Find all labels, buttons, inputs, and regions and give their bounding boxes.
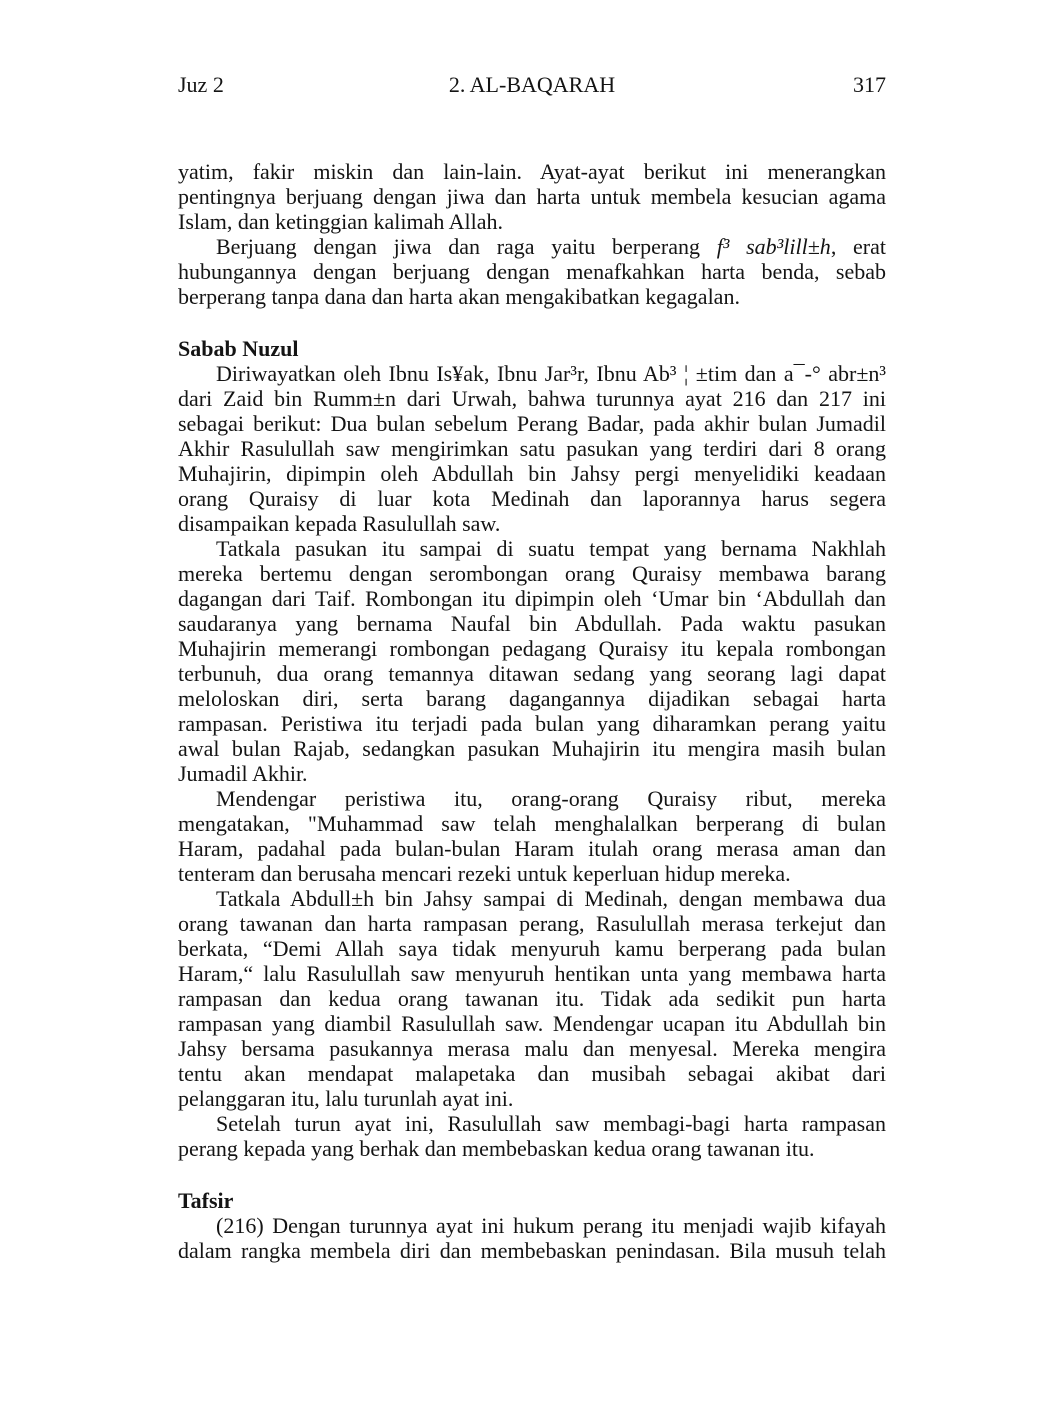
- body-text-line: hubungannya dengan berjuang dengan menafkahkan harta benda, sebab: [178, 259, 886, 284]
- body-text-line: rampasan yang diambil Rasulullah saw. Mendengar ucapan itu Abdullah bin: [178, 1011, 886, 1036]
- body-text-line: sebagai berikut: Dua bulan sebelum Perang Badar, pada akhir bulan Jumadil: [178, 411, 886, 436]
- body-text-line: Muhajirin, dipimpin oleh Abdullah bin Jahsy pergi menyelidiki keadaan: [178, 461, 886, 486]
- running-header-surah: 2. AL-BAQARAH: [448, 72, 616, 97]
- page-body: [178, 159, 886, 1263]
- body-text-line: dalam rangka membela diri dan membebaskan penindasan. Bila musuh telah: [178, 1238, 886, 1263]
- body-text-line: tenteram dan berusaha mencari rezeki untuk keperluan hidup mereka.: [178, 861, 791, 886]
- body-text-line: Mendengar peristiwa itu, orang-orang Quraisy ribut, mereka: [216, 786, 886, 811]
- body-text-line: berperang tanpa dana dan harta akan mengakibatkan kegagalan.: [178, 284, 740, 309]
- body-text-line: Jahsy bersama pasukannya merasa malu dan menyesal. Mereka mengira: [178, 1036, 886, 1061]
- body-text-line: tentu akan mendapat malapetaka dan musibah sebagai akibat dari: [178, 1061, 886, 1086]
- sabab-nuzul-section: [178, 336, 886, 1161]
- body-text-line: mengatakan, "Muhammad saw telah menghalalkan berperang di bulan: [178, 811, 886, 836]
- body-text-line: Islam, dan ketinggian kalimah Allah.: [178, 209, 504, 234]
- paragraph: [178, 234, 886, 309]
- paragraph: [178, 886, 886, 1111]
- body-text-line: Akhir Rasulullah saw mengirimkan satu pasukan yang terdiri dari 8 orang: [178, 436, 886, 461]
- body-text-line: Jumadil Akhir.: [178, 761, 308, 786]
- paragraph: [178, 786, 886, 886]
- body-text-line: awal bulan Rajab, sedangkan pasukan Muhajirin itu mengira masih bulan: [178, 736, 886, 761]
- body-text-line: perang kepada yang berhak dan membebaskan kedua orang tawanan itu.: [178, 1136, 815, 1161]
- section-heading: Sabab Nuzul: [178, 336, 299, 361]
- body-text-line: rampasan. Peristiwa itu terjadi pada bulan yang diharamkan perang yaitu: [178, 711, 886, 736]
- body-text-line: disampaikan kepada Rasulullah saw.: [178, 511, 501, 536]
- body-text-line: Muhajirin memerangi rombongan pedagang Quraisy itu kepala rombongan: [178, 636, 886, 661]
- body-text-line: yatim, fakir miskin dan lain-lain. Ayat-ayat berikut ini menerangkan: [178, 159, 886, 184]
- paragraph: [178, 536, 886, 786]
- body-text-line: berkata, “Demi Allah saya tidak menyuruh kamu berperang pada bulan: [178, 936, 886, 961]
- body-text-line: Diriwayatkan oleh Ibnu Is¥ak, Ibnu Jar³r, Ibnu Ab³ ¦ ±tim dan a¯-° abr±n³: [216, 361, 886, 386]
- body-text-line: Setelah turun ayat ini, Rasulullah saw membagi-bagi harta rampasan: [216, 1111, 886, 1136]
- page-number: 317: [853, 72, 886, 97]
- tafsir-section: [178, 1188, 886, 1263]
- paragraph: [178, 361, 886, 536]
- body-text-line: rampasan dan kedua orang tawanan itu. Tidak ada sedikit pun harta: [178, 986, 886, 1011]
- body-text-line: pentingnya berjuang dengan jiwa dan harta untuk membela kesucian agama: [178, 184, 886, 209]
- body-text-line: mereka bertemu dengan serombongan orang Quraisy membawa barang: [178, 561, 886, 586]
- paragraph: [178, 1213, 886, 1263]
- body-text-line: (216) Dengan turunnya ayat ini hukum perang itu menjadi wajib kifayah: [216, 1213, 886, 1238]
- section-heading: Tafsir: [178, 1188, 234, 1213]
- body-text-line: dari Zaid bin Rumm±n dari Urwah, bahwa turunnya ayat 216 dan 217 ini: [178, 386, 886, 411]
- body-text-line: [178, 234, 886, 259]
- italic-term: f³ sab³lill±h: [716, 234, 831, 259]
- body-text-line: dagangan dari Taif. Rombongan itu dipimpin oleh ‘Umar bin ‘Abdullah dan: [178, 586, 886, 611]
- running-header-juz: Juz 2: [178, 72, 224, 97]
- body-text-line: terbunuh, dua orang temannya ditawan sedang yang seorang lagi dapat: [178, 661, 886, 686]
- body-text-line: Haram,“ lalu Rasulullah saw menyuruh hentikan unta yang membawa harta: [178, 961, 886, 986]
- body-text-line: pelanggaran itu, lalu turunlah ayat ini.: [178, 1086, 514, 1111]
- running-header: [178, 72, 886, 97]
- text-segment: Berjuang dengan jiwa dan raga yaitu berperang: [216, 234, 717, 259]
- body-text-line: meloloskan diri, serta barang dagangannya dijadikan sebagai harta: [178, 686, 886, 711]
- body-text-line: saudaranya yang bernama Naufal bin Abdullah. Pada waktu pasukan: [178, 611, 886, 636]
- body-text-line: Tatkala pasukan itu sampai di suatu tempat yang bernama Nakhlah: [216, 536, 886, 561]
- intro-section: [178, 159, 886, 309]
- body-text-line: orang tawanan dan harta rampasan perang, Rasulullah merasa terkejut dan: [178, 911, 886, 936]
- paragraph: [178, 159, 886, 234]
- body-text-line: Tatkala Abdull±h bin Jahsy sampai di Medinah, dengan membawa dua: [216, 886, 886, 911]
- paragraph: [178, 1111, 886, 1161]
- body-text-line: orang Quraisy di luar kota Medinah dan laporannya harus segera: [178, 486, 886, 511]
- text-segment: , erat: [830, 234, 887, 259]
- body-text-line: Haram, padahal pada bulan-bulan Haram itulah orang merasa aman dan: [178, 836, 886, 861]
